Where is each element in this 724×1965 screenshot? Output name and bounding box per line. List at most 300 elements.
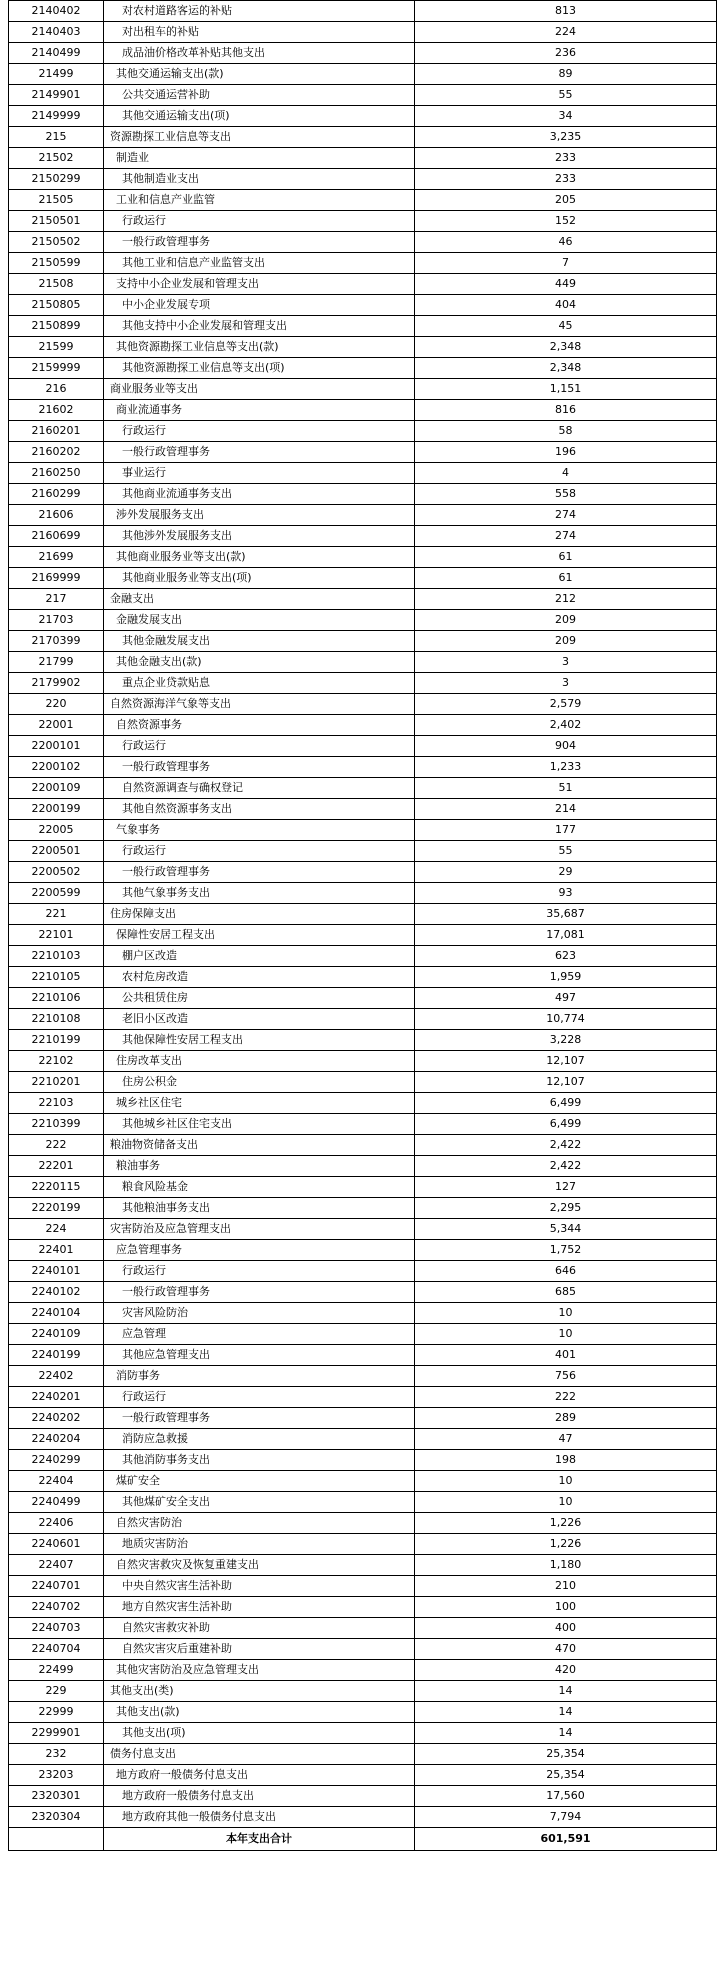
table-row (9, 1072, 717, 1093)
table-row (9, 169, 717, 190)
amount-cell: 2,422 (415, 1156, 717, 1177)
table-row (9, 379, 717, 400)
amount-cell: 12,107 (415, 1051, 717, 1072)
amount-cell: 1,151 (415, 379, 717, 400)
table-row (9, 43, 717, 64)
table-row (9, 673, 717, 694)
subject-name-cell: 中小企业发展专项 (104, 295, 415, 316)
table-row (9, 358, 717, 379)
subject-name-cell: 其他气象事务支出 (104, 883, 415, 904)
subject-code-cell: 22201 (9, 1156, 104, 1177)
subject-code-cell: 2210399 (9, 1114, 104, 1135)
amount-cell: 623 (415, 946, 717, 967)
table-row (9, 631, 717, 652)
table-row (9, 1156, 717, 1177)
table-row (9, 1282, 717, 1303)
subject-code-cell: 2200501 (9, 841, 104, 862)
subject-code-cell: 224 (9, 1219, 104, 1240)
subject-code-cell: 21505 (9, 190, 104, 211)
table-row (9, 1702, 717, 1723)
subject-code-cell: 2220199 (9, 1198, 104, 1219)
table-row (9, 1681, 717, 1702)
subject-name-cell: 灾害防治及应急管理支出 (104, 1219, 415, 1240)
table-row (9, 442, 717, 463)
amount-cell: 10 (415, 1492, 717, 1513)
subject-code-cell: 2240202 (9, 1408, 104, 1429)
subject-code-cell: 2170399 (9, 631, 104, 652)
subject-name-cell: 其他商业服务业等支出(项) (104, 568, 415, 589)
amount-cell: 152 (415, 211, 717, 232)
subject-code-cell: 22499 (9, 1660, 104, 1681)
table-row (9, 1723, 717, 1744)
amount-cell: 497 (415, 988, 717, 1009)
subject-name-cell: 金融发展支出 (104, 610, 415, 631)
subject-code-cell: 229 (9, 1681, 104, 1702)
amount-cell: 177 (415, 820, 717, 841)
amount-cell: 3 (415, 652, 717, 673)
amount-cell: 685 (415, 1282, 717, 1303)
table-row (9, 253, 717, 274)
amount-cell: 210 (415, 1576, 717, 1597)
table-row (9, 1030, 717, 1051)
subject-name-cell: 成品油价格改革补贴其他支出 (104, 43, 415, 64)
table-row (9, 1, 717, 22)
amount-cell: 2,422 (415, 1135, 717, 1156)
subject-name-cell: 重点企业贷款贴息 (104, 673, 415, 694)
amount-cell: 2,348 (415, 337, 717, 358)
subject-code-cell: 2220115 (9, 1177, 104, 1198)
amount-cell: 61 (415, 547, 717, 568)
subject-name-cell: 消防事务 (104, 1366, 415, 1387)
subject-name-cell: 城乡社区住宅 (104, 1093, 415, 1114)
table-row (9, 1744, 717, 1765)
subject-name-cell: 其他城乡社区住宅支出 (104, 1114, 415, 1135)
subject-name-cell: 资源勘探工业信息等支出 (104, 127, 415, 148)
table-row (9, 1135, 717, 1156)
subject-code-cell: 2169999 (9, 568, 104, 589)
subject-code-cell: 221 (9, 904, 104, 925)
amount-cell: 401 (415, 1345, 717, 1366)
subject-name-cell: 商业流通事务 (104, 400, 415, 421)
amount-cell: 212 (415, 589, 717, 610)
subject-code-cell: 2150899 (9, 316, 104, 337)
table-row (9, 1261, 717, 1282)
table-row (9, 1198, 717, 1219)
subject-code-cell: 2150805 (9, 295, 104, 316)
subject-code-cell: 21606 (9, 505, 104, 526)
subject-name-cell: 一般行政管理事务 (104, 442, 415, 463)
subject-name-cell: 工业和信息产业监管 (104, 190, 415, 211)
amount-cell: 7 (415, 253, 717, 274)
table-row (9, 295, 717, 316)
table-row (9, 1450, 717, 1471)
subject-name-cell: 其他应急管理支出 (104, 1345, 415, 1366)
subject-code-cell: 217 (9, 589, 104, 610)
subject-code-cell: 2240204 (9, 1429, 104, 1450)
table-row (9, 22, 717, 43)
subject-code-cell: 22407 (9, 1555, 104, 1576)
subject-code-cell: 2299901 (9, 1723, 104, 1744)
subject-code-cell: 22005 (9, 820, 104, 841)
subject-code-cell: 2140402 (9, 1, 104, 22)
amount-cell: 25,354 (415, 1765, 717, 1786)
subject-code-cell: 21508 (9, 274, 104, 295)
subject-code-cell: 2200199 (9, 799, 104, 820)
amount-cell: 6,499 (415, 1093, 717, 1114)
subject-code-cell: 22406 (9, 1513, 104, 1534)
amount-cell: 7,794 (415, 1807, 717, 1828)
table-row (9, 736, 717, 757)
amount-cell: 6,499 (415, 1114, 717, 1135)
amount-cell: 100 (415, 1597, 717, 1618)
subject-name-cell: 消防应急救援 (104, 1429, 415, 1450)
table-row (9, 988, 717, 1009)
subject-code-cell: 21502 (9, 148, 104, 169)
table-row (9, 1513, 717, 1534)
subject-code-cell: 21599 (9, 337, 104, 358)
subject-code-cell: 2200502 (9, 862, 104, 883)
subject-name-cell: 气象事务 (104, 820, 415, 841)
subject-name-cell: 其他金融发展支出 (104, 631, 415, 652)
subject-name-cell: 粮油事务 (104, 1156, 415, 1177)
subject-name-cell: 行政运行 (104, 1261, 415, 1282)
table-row (9, 274, 717, 295)
subject-name-cell: 其他交通运输支出(款) (104, 64, 415, 85)
subject-code-cell: 22999 (9, 1702, 104, 1723)
table-row (9, 1051, 717, 1072)
table-row (9, 568, 717, 589)
subject-code-cell: 2150502 (9, 232, 104, 253)
amount-cell: 236 (415, 43, 717, 64)
subject-name-cell: 债务付息支出 (104, 1744, 415, 1765)
amount-cell: 222 (415, 1387, 717, 1408)
table-row (9, 862, 717, 883)
table-row (9, 799, 717, 820)
amount-cell: 25,354 (415, 1744, 717, 1765)
subject-name-cell: 中央自然灾害生活补助 (104, 1576, 415, 1597)
subject-code-cell: 2210103 (9, 946, 104, 967)
subject-name-cell: 公共租赁住房 (104, 988, 415, 1009)
subject-code-cell: 23203 (9, 1765, 104, 1786)
amount-cell: 2,348 (415, 358, 717, 379)
amount-cell: 756 (415, 1366, 717, 1387)
subject-code-cell: 2149901 (9, 85, 104, 106)
amount-cell: 10 (415, 1471, 717, 1492)
subject-name-cell: 其他支出(款) (104, 1702, 415, 1723)
subject-code-cell: 2179902 (9, 673, 104, 694)
table-row (9, 610, 717, 631)
subject-name-cell: 住房改革支出 (104, 1051, 415, 1072)
table-row (9, 1303, 717, 1324)
subject-name-cell: 其他交通运输支出(项) (104, 106, 415, 127)
amount-cell: 1,752 (415, 1240, 717, 1261)
subject-code-cell: 22401 (9, 1240, 104, 1261)
amount-cell: 1,226 (415, 1534, 717, 1555)
subject-code-cell: 2240499 (9, 1492, 104, 1513)
subject-name-cell: 粮油物资储备支出 (104, 1135, 415, 1156)
table-row (9, 1114, 717, 1135)
subject-code-cell: 2160201 (9, 421, 104, 442)
subject-name-cell: 一般行政管理事务 (104, 232, 415, 253)
subject-code-cell: 2240701 (9, 1576, 104, 1597)
subject-name-cell: 住房保障支出 (104, 904, 415, 925)
subject-name-cell: 地方政府一般债务付息支出 (104, 1786, 415, 1807)
amount-cell: 274 (415, 526, 717, 547)
subject-code-cell: 2210105 (9, 967, 104, 988)
subject-name-cell: 自然灾害灾后重建补助 (104, 1639, 415, 1660)
subject-name-cell: 住房公积金 (104, 1072, 415, 1093)
amount-cell: 10 (415, 1303, 717, 1324)
subject-name-cell: 行政运行 (104, 421, 415, 442)
subject-name-cell: 老旧小区改造 (104, 1009, 415, 1030)
subject-name-cell: 其他涉外发展服务支出 (104, 526, 415, 547)
amount-cell: 289 (415, 1408, 717, 1429)
amount-cell: 420 (415, 1660, 717, 1681)
amount-cell: 55 (415, 841, 717, 862)
subject-name-cell: 其他灾害防治及应急管理支出 (104, 1660, 415, 1681)
subject-code-cell: 220 (9, 694, 104, 715)
subject-code-cell: 2240201 (9, 1387, 104, 1408)
subject-code-cell: 2210106 (9, 988, 104, 1009)
subject-code-cell: 222 (9, 1135, 104, 1156)
subject-code-cell: 2320301 (9, 1786, 104, 1807)
subject-code-cell: 2240703 (9, 1618, 104, 1639)
table-row (9, 1324, 717, 1345)
amount-cell: 205 (415, 190, 717, 211)
subject-name-cell: 支持中小企业发展和管理支出 (104, 274, 415, 295)
amount-cell: 61 (415, 568, 717, 589)
table-row (9, 757, 717, 778)
amount-cell: 233 (415, 148, 717, 169)
subject-code-cell: 2240109 (9, 1324, 104, 1345)
total-code-cell (9, 1828, 104, 1851)
table-row (9, 1387, 717, 1408)
subject-code-cell: 2240102 (9, 1282, 104, 1303)
subject-code-cell: 2200599 (9, 883, 104, 904)
subject-name-cell: 一般行政管理事务 (104, 757, 415, 778)
subject-name-cell: 自然灾害救灾补助 (104, 1618, 415, 1639)
subject-name-cell: 行政运行 (104, 841, 415, 862)
subject-code-cell: 21499 (9, 64, 104, 85)
subject-code-cell: 2320304 (9, 1807, 104, 1828)
amount-cell: 5,344 (415, 1219, 717, 1240)
subject-name-cell: 商业服务业等支出 (104, 379, 415, 400)
amount-cell: 558 (415, 484, 717, 505)
subject-name-cell: 行政运行 (104, 1387, 415, 1408)
amount-cell: 2,295 (415, 1198, 717, 1219)
subject-name-cell: 其他支出(类) (104, 1681, 415, 1702)
table-row (9, 316, 717, 337)
table-row (9, 883, 717, 904)
amount-cell: 209 (415, 610, 717, 631)
amount-cell: 29 (415, 862, 717, 883)
table-row (9, 1408, 717, 1429)
subject-code-cell: 21799 (9, 652, 104, 673)
subject-name-cell: 行政运行 (104, 736, 415, 757)
amount-cell: 35,687 (415, 904, 717, 925)
table-row (9, 1534, 717, 1555)
table-row (9, 1009, 717, 1030)
table-row (9, 1618, 717, 1639)
subject-code-cell: 2200101 (9, 736, 104, 757)
subject-name-cell: 其他资源勘探工业信息等支出(项) (104, 358, 415, 379)
subject-code-cell: 2160299 (9, 484, 104, 505)
table-row (9, 589, 717, 610)
subject-name-cell: 公共交通运营补助 (104, 85, 415, 106)
table-row (9, 1807, 717, 1828)
subject-name-cell: 粮食风险基金 (104, 1177, 415, 1198)
subject-name-cell: 应急管理事务 (104, 1240, 415, 1261)
table-row (9, 127, 717, 148)
table-row (9, 841, 717, 862)
subject-name-cell: 其他支持中小企业发展和管理支出 (104, 316, 415, 337)
amount-cell: 45 (415, 316, 717, 337)
subject-name-cell: 自然资源海洋气象等支出 (104, 694, 415, 715)
amount-cell: 17,081 (415, 925, 717, 946)
amount-cell: 646 (415, 1261, 717, 1282)
amount-cell: 1,226 (415, 1513, 717, 1534)
table-row (9, 1555, 717, 1576)
expenditure-table-body (9, 1, 717, 1851)
subject-name-cell: 保障性安居工程支出 (104, 925, 415, 946)
table-row (9, 337, 717, 358)
amount-cell: 17,560 (415, 1786, 717, 1807)
amount-cell: 404 (415, 295, 717, 316)
amount-cell: 1,959 (415, 967, 717, 988)
table-row (9, 715, 717, 736)
table-row (9, 1345, 717, 1366)
subject-code-cell: 215 (9, 127, 104, 148)
amount-cell: 46 (415, 232, 717, 253)
subject-name-cell: 其他消防事务支出 (104, 1450, 415, 1471)
subject-name-cell: 其他粮油事务支出 (104, 1198, 415, 1219)
table-row (9, 148, 717, 169)
subject-name-cell: 自然灾害救灾及恢复重建支出 (104, 1555, 415, 1576)
amount-cell: 1,233 (415, 757, 717, 778)
amount-cell: 89 (415, 64, 717, 85)
table-row (9, 232, 717, 253)
amount-cell: 3 (415, 673, 717, 694)
table-row (9, 1240, 717, 1261)
subject-code-cell: 22001 (9, 715, 104, 736)
amount-cell: 904 (415, 736, 717, 757)
table-row (9, 505, 717, 526)
table-row (9, 547, 717, 568)
subject-name-cell: 应急管理 (104, 1324, 415, 1345)
subject-code-cell: 2200109 (9, 778, 104, 799)
table-row (9, 1366, 717, 1387)
amount-cell: 127 (415, 1177, 717, 1198)
subject-code-cell: 22103 (9, 1093, 104, 1114)
subject-code-cell: 2240704 (9, 1639, 104, 1660)
table-row (9, 946, 717, 967)
amount-cell: 14 (415, 1702, 717, 1723)
subject-name-cell: 其他资源勘探工业信息等支出(款) (104, 337, 415, 358)
subject-name-cell: 农村危房改造 (104, 967, 415, 988)
subject-code-cell: 2150599 (9, 253, 104, 274)
subject-code-cell: 2210108 (9, 1009, 104, 1030)
amount-cell: 14 (415, 1723, 717, 1744)
subject-code-cell: 232 (9, 1744, 104, 1765)
subject-code-cell: 21703 (9, 610, 104, 631)
amount-cell: 55 (415, 85, 717, 106)
subject-name-cell: 金融支出 (104, 589, 415, 610)
table-row (9, 1429, 717, 1450)
amount-cell: 214 (415, 799, 717, 820)
subject-code-cell: 2149999 (9, 106, 104, 127)
subject-code-cell: 21699 (9, 547, 104, 568)
amount-cell: 224 (415, 22, 717, 43)
table-row (9, 925, 717, 946)
subject-code-cell: 22404 (9, 1471, 104, 1492)
table-row (9, 1219, 717, 1240)
subject-name-cell: 其他商业服务业等支出(款) (104, 547, 415, 568)
amount-cell: 196 (415, 442, 717, 463)
subject-name-cell: 地质灾害防治 (104, 1534, 415, 1555)
subject-code-cell: 22101 (9, 925, 104, 946)
subject-name-cell: 自然资源调查与确权登记 (104, 778, 415, 799)
subject-code-cell: 2240601 (9, 1534, 104, 1555)
subject-code-cell: 2210199 (9, 1030, 104, 1051)
table-row (9, 85, 717, 106)
table-row (9, 463, 717, 484)
table-row (9, 1177, 717, 1198)
amount-cell: 233 (415, 169, 717, 190)
table-row (9, 1786, 717, 1807)
table-row (9, 211, 717, 232)
subject-code-cell: 22102 (9, 1051, 104, 1072)
subject-name-cell: 一般行政管理事务 (104, 862, 415, 883)
subject-name-cell: 涉外发展服务支出 (104, 505, 415, 526)
table-row (9, 1639, 717, 1660)
table-row (9, 1660, 717, 1681)
amount-cell: 10 (415, 1324, 717, 1345)
amount-cell: 14 (415, 1681, 717, 1702)
amount-cell: 198 (415, 1450, 717, 1471)
subject-name-cell: 其他支出(项) (104, 1723, 415, 1744)
subject-name-cell: 制造业 (104, 148, 415, 169)
subject-name-cell: 其他制造业支出 (104, 169, 415, 190)
subject-name-cell: 其他煤矿安全支出 (104, 1492, 415, 1513)
total-row (9, 1828, 717, 1851)
amount-cell: 3,235 (415, 127, 717, 148)
table-row (9, 820, 717, 841)
subject-name-cell: 对农村道路客运的补贴 (104, 1, 415, 22)
amount-cell: 816 (415, 400, 717, 421)
subject-name-cell: 一般行政管理事务 (104, 1408, 415, 1429)
table-row (9, 1765, 717, 1786)
amount-cell: 47 (415, 1429, 717, 1450)
amount-cell: 93 (415, 883, 717, 904)
amount-cell: 4 (415, 463, 717, 484)
table-row (9, 1492, 717, 1513)
subject-code-cell: 2200102 (9, 757, 104, 778)
table-row (9, 778, 717, 799)
subject-name-cell: 行政运行 (104, 211, 415, 232)
table-row (9, 106, 717, 127)
subject-code-cell: 2150299 (9, 169, 104, 190)
subject-code-cell: 2240702 (9, 1597, 104, 1618)
table-row (9, 1093, 717, 1114)
table-row (9, 1471, 717, 1492)
subject-name-cell: 其他商业流通事务支出 (104, 484, 415, 505)
subject-code-cell: 22402 (9, 1366, 104, 1387)
amount-cell: 2,579 (415, 694, 717, 715)
subject-code-cell: 2159999 (9, 358, 104, 379)
amount-cell: 400 (415, 1618, 717, 1639)
subject-code-cell: 216 (9, 379, 104, 400)
subject-code-cell: 2160250 (9, 463, 104, 484)
